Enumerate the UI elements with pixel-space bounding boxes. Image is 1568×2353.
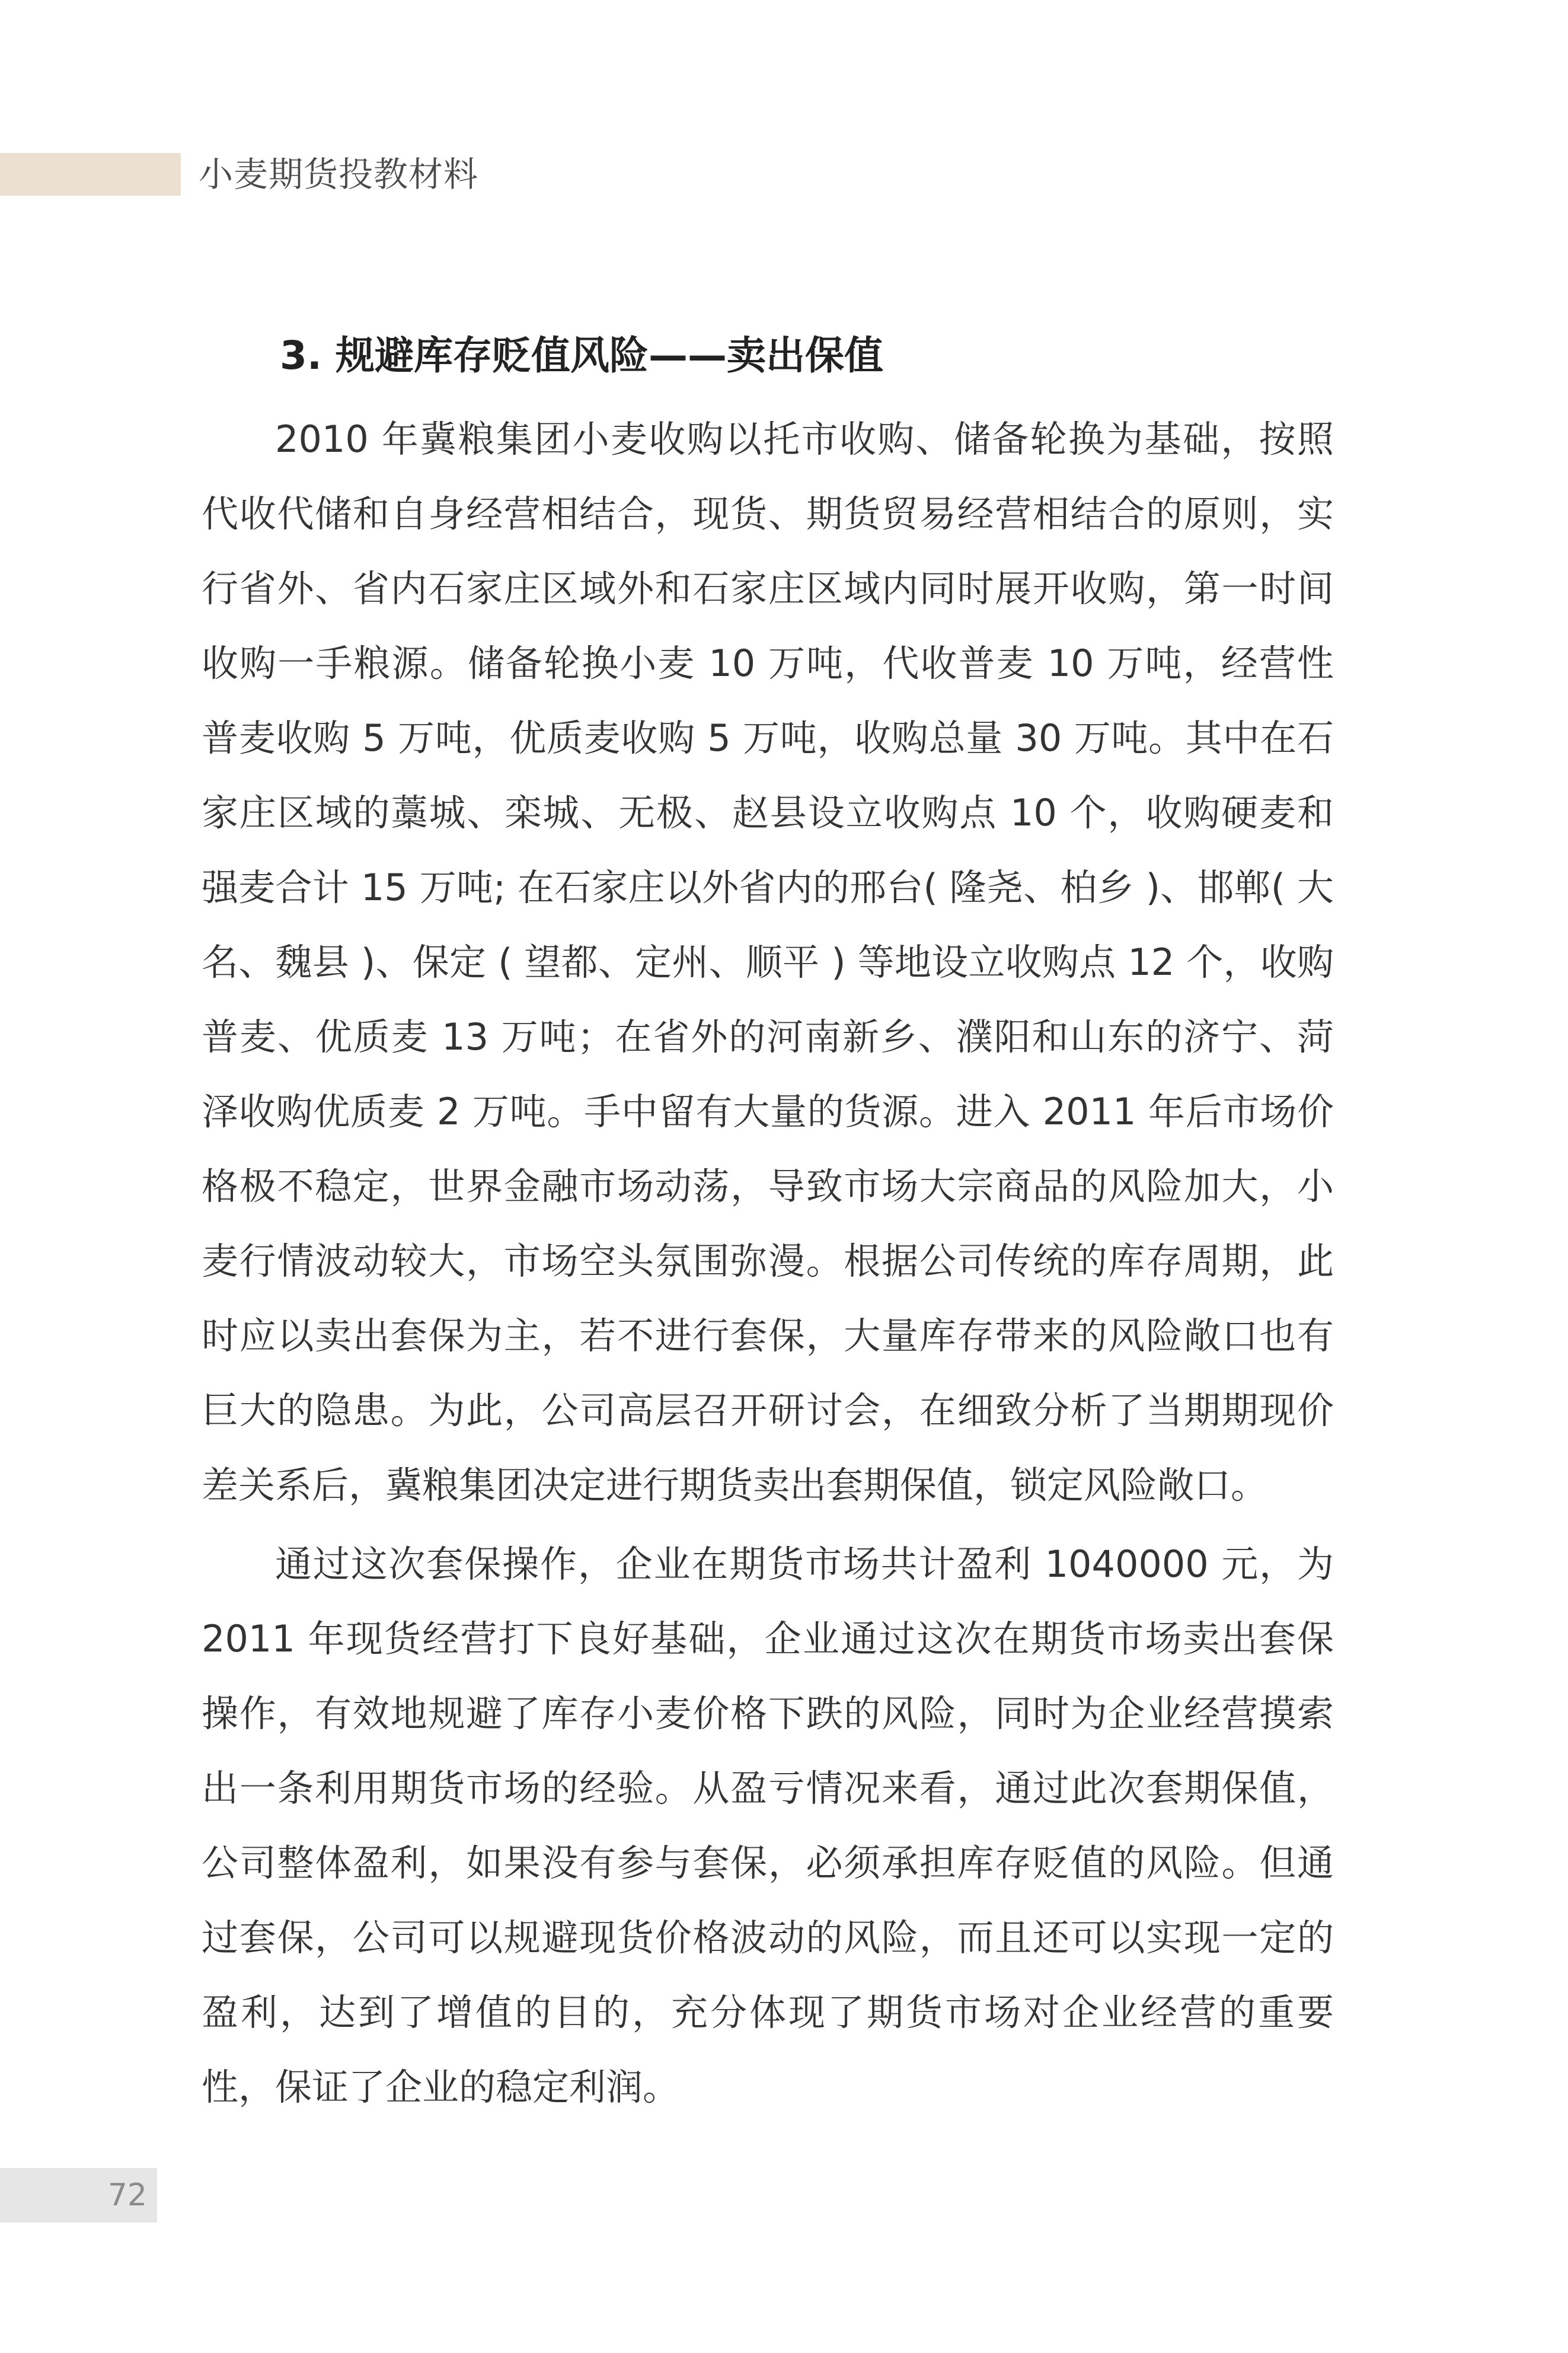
section-heading: 3. 规避库存贬值风险——卖出保值 — [280, 333, 883, 378]
header-accent-bar — [0, 153, 181, 196]
running-header-title: 小麦期货投教材料 — [199, 154, 479, 195]
page-number: 72 — [107, 2177, 147, 2213]
body-paragraph: 通过这次套保操作，企业在期货市场共计盈利 1040000 元，为 2011 年现货经营打下良好基础，企业通过这次在期货市场卖出套保操作，有效地规避了库存小麦价格下跌的风险，同时为企业经营摸索出一条利用期货市场的经验。从盈亏情况来看，通过此次套期保值，公司整体盈利，如果没有参与套保，必须承担库存贬值的风险。但通过套保，公司可以规避现货价格波动的风险，而且还可以实现一定的盈利，达到了增值的目的，充分体现了期货市场对企业经营的重要性，保证了企业的稳定利润。 — [202, 1542, 1334, 2109]
body-paragraph: 2010 年冀粮集团小麦收购以托市收购、储备轮换为基础，按照代收代储和自身经营相结合，现货、期货贸易经营相结合的原则，实行省外、省内石家庄区域外和石家庄区域内同时展开收购，第一时间收购一手粮源。储备轮换小麦 10 万吨，代收普麦 10 万吨，经营性普麦收购 5 万吨，优质麦收购 5 万吨，收购总量 30 万吨。其中在石家庄区域的藁城、栾城、无极、赵县设立收购点 10 个，收购硬麦和强麦合计 15 万吨; 在石家庄以外省内的邢台( 隆尧、柏乡 )、邯郸( 大名、魏县 )、保定 ( 望都、定州、顺平 ) 等地设立收购点 12 个，收购普麦、优质麦 13 万吨；在省外的河南新乡、濮阳和山东的济宁、菏泽收购优质麦 2 万吨。手中留有大量的货源。进入 2011 年后市场价格极不稳定，世界金融市场动荡，导致市场大宗商品的风险加大，小麦行情波动较大，市场空头氛围弥漫。根据公司传统的库存周期，此时应以卖出套保为主，若不进行套保，大量库存带来的风险敞口也有巨大的隐患。为此，公司高层召开研讨会，在细致分析了当期期现价差关系后，冀粮集团决定进行期货卖出套期保值，锁定风险敞口。 — [202, 417, 1334, 1507]
